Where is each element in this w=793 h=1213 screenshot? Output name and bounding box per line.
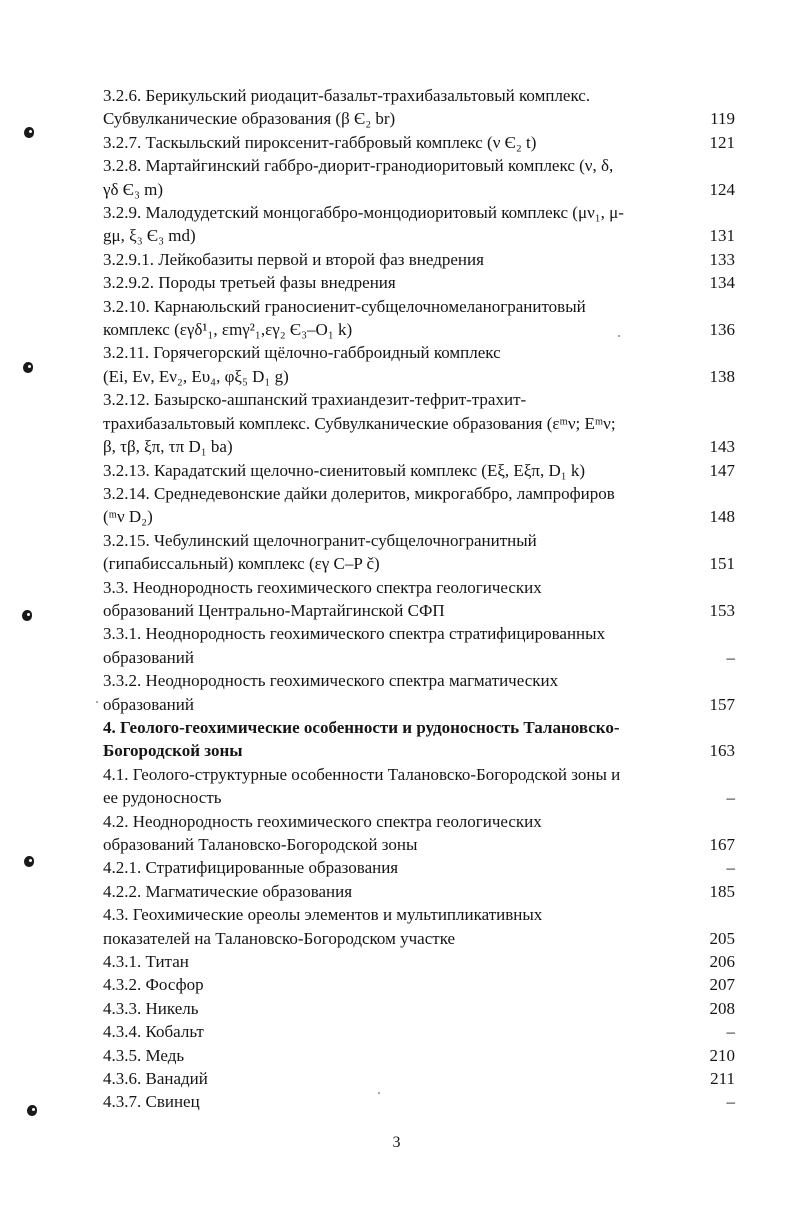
toc-entry	[103, 271, 735, 294]
toc-entry-page: –	[726, 788, 735, 808]
toc-entry-title	[103, 271, 693, 294]
toc-entry-line: ее рудоносность	[103, 788, 222, 808]
toc-entry	[103, 1067, 735, 1090]
toc-entry-title	[103, 459, 693, 482]
punch-hole-mark	[24, 856, 34, 867]
toc-entry-line: 3.2.10. Карнаюльский граносиенит-субщелочномеланогранитовый	[103, 296, 586, 316]
toc-entry	[103, 856, 735, 879]
toc-entry-title	[103, 1020, 693, 1043]
toc-entry-title	[103, 997, 693, 1020]
toc-entry-line: трахибазальтовый комплекс. Субвулканические образования (εᵐν; Eᵐν;	[103, 413, 616, 433]
toc-entry	[103, 903, 735, 950]
toc-entry-page: 136	[709, 320, 735, 340]
toc-entry-page: 151	[709, 554, 735, 574]
toc-entry-line: 3.2.15. Чебулинский щелочногранит-субщелочногранитный	[103, 530, 537, 550]
toc-entry-title	[103, 669, 693, 716]
toc-entry	[103, 880, 735, 903]
toc-entry-page: 206	[709, 952, 735, 972]
toc-entry-page: 211	[710, 1069, 735, 1089]
toc-entry-title	[103, 856, 693, 879]
toc-entry-line: 4.2. Неоднородность геохимического спектра геологических	[103, 811, 542, 831]
toc-entry	[103, 131, 735, 154]
toc-entry-line: (гипабиссальный) комплекс (εγ C–P č)	[103, 554, 380, 574]
toc-entry-line: 4.3.5. Медь	[103, 1045, 185, 1065]
toc-entry-page: 157	[709, 694, 735, 714]
toc-entry-line: образований Талановско-Богородской зоны	[103, 835, 418, 854]
toc-entry-page: 133	[709, 249, 735, 269]
toc-entry-page: 119	[710, 109, 735, 129]
toc-entry-page: 121	[709, 132, 735, 152]
toc-entry-page: 131	[709, 226, 735, 246]
toc-entry	[103, 1020, 735, 1043]
table-of-contents	[103, 84, 735, 1114]
toc-entry-line: 3.2.14. Среднедевонские дайки долеритов, микрогаббро, лампрофиров	[103, 483, 615, 503]
toc-entry-line: 4. Геолого-геохимические особенности и рудоносность Талановско-	[103, 717, 620, 737]
toc-entry	[103, 576, 735, 623]
toc-entry	[103, 482, 735, 529]
toc-entry	[103, 84, 735, 131]
toc-entry	[103, 1044, 735, 1067]
toc-entry-line: 3.2.6. Берикульский риодацит-базальт-трахибазальтовый комплекс.	[103, 86, 591, 105]
punch-hole-mark	[22, 610, 32, 621]
toc-entry	[103, 622, 735, 669]
toc-entry-line: 3.2.13. Карадатский щелочно-сиенитовый комплекс (Eξ, Eξπ, D₁ k)	[103, 460, 586, 480]
toc-entry-title	[103, 1067, 693, 1090]
toc-entry-title	[103, 482, 693, 529]
toc-entry-page: 185	[709, 881, 735, 901]
toc-entry	[103, 950, 735, 973]
toc-entry-title	[103, 880, 693, 903]
toc-entry-page: 205	[709, 928, 735, 948]
toc-entry	[103, 341, 735, 388]
toc-entry-page: 163	[709, 741, 735, 761]
toc-entry-title	[103, 248, 693, 271]
toc-entry-line: 3.2.11. Горячегорский щёлочно-габброидный комплекс	[103, 343, 501, 363]
toc-entry-line: Богородской зоны	[103, 741, 243, 761]
toc-entry-title	[103, 622, 693, 669]
toc-entry-title	[103, 763, 693, 810]
toc-entry-title	[103, 341, 693, 388]
toc-entry-line: β, τβ, ξπ, τπ D₁ ba)	[103, 437, 233, 457]
toc-entry	[103, 248, 735, 271]
toc-entry	[103, 529, 735, 576]
toc-entry	[103, 716, 735, 763]
toc-entry-page: 124	[709, 179, 735, 199]
toc-entry-line: Субвулканические образования (β Є₂ br)	[103, 109, 396, 129]
toc-entry-line: 3.2.9. Малодудетский монцогаббро-монцодиоритовый комплекс (μν₁, μ-	[103, 203, 624, 223]
toc-entry-page: 210	[709, 1045, 735, 1065]
toc-entry-line: 4.3.7. Свинец	[103, 1092, 200, 1112]
punch-hole-mark	[23, 362, 33, 373]
toc-entry-line: γδ Є₃ m)	[103, 179, 164, 199]
toc-entry	[103, 973, 735, 996]
toc-entry	[103, 295, 735, 342]
page-number: 3	[392, 1134, 401, 1151]
toc-entry-line: 3.2.8. Мартайгинский габбро-диорит-гранодиоритовый комплекс (ν, δ,	[103, 156, 614, 176]
toc-entry-title	[103, 131, 693, 154]
toc-entry-page: 167	[709, 835, 735, 854]
toc-entry-title	[103, 716, 693, 763]
toc-entry-line: (ᵐν D₂)	[103, 507, 153, 527]
toc-entry-line: 3.3. Неоднородность геохимического спектра геологических	[103, 577, 542, 597]
toc-entry-title	[103, 84, 693, 131]
toc-entry-page: 207	[709, 975, 735, 995]
toc-entry-line: 4.3.1. Титан	[103, 952, 189, 972]
toc-entry-line: 4.3.3. Никель	[103, 998, 199, 1018]
toc-entry-title	[103, 1090, 693, 1113]
toc-entry-line: показателей на Талановско-Богородском участке	[103, 928, 456, 948]
toc-entry-title	[103, 950, 693, 973]
toc-entry-line: (Ei, Eν, Eν₂, Eυ₄, φξ₅ D₁ g)	[103, 366, 289, 386]
toc-entry-title	[103, 810, 693, 857]
toc-entry	[103, 810, 735, 857]
toc-entry-line: 4.3. Геохимические ореолы элементов и мультипликативных	[103, 905, 543, 925]
scan-speck	[96, 701, 98, 703]
toc-entry-title	[103, 388, 693, 458]
toc-entry	[103, 763, 735, 810]
toc-entry-title	[103, 576, 693, 623]
toc-entry-page: 148	[709, 507, 735, 527]
toc-entry-line: 3.3.1. Неоднородность геохимического спектра стратифицированных	[103, 624, 606, 644]
toc-entry	[103, 1090, 735, 1113]
toc-entry-page: 208	[709, 998, 735, 1018]
toc-entry-page: 134	[709, 273, 735, 293]
toc-entry-line: 4.3.4. Кобальт	[103, 1022, 204, 1042]
toc-entry-title	[103, 1044, 693, 1067]
punch-hole-mark	[24, 127, 34, 138]
toc-entry-page: –	[726, 1092, 735, 1112]
toc-entry-line: 3.2.9.2. Породы третьей фазы внедрения	[103, 273, 396, 293]
toc-entry	[103, 459, 735, 482]
toc-entry-line: 4.3.2. Фосфор	[103, 975, 204, 995]
toc-entry-line: 3.2.12. Базырско-ашпанский трахиандезит-тефрит-трахит-	[103, 390, 527, 410]
toc-entry-page: 138	[709, 366, 735, 386]
toc-entry-page: –	[726, 858, 735, 878]
toc-entry-line: образований	[103, 647, 194, 667]
toc-entry-line: gμ, ξ₃ Є₃ md)	[103, 226, 196, 246]
toc-entry-line: 3.2.7. Таскыльский пироксенит-габбровый комплекс (ν Є₂ t)	[103, 132, 537, 152]
toc-entry-title	[103, 154, 693, 201]
toc-entry-title	[103, 973, 693, 996]
toc-entry-line: образований Центрально-Мартайгинской СФП	[103, 600, 445, 620]
toc-entry-line: 4.2.1. Стратифицированные образования	[103, 858, 399, 878]
toc-entry-title	[103, 201, 693, 248]
toc-entry-line: 3.2.9.1. Лейкобазиты первой и второй фаз внедрения	[103, 249, 484, 269]
punch-hole-mark	[27, 1105, 37, 1116]
toc-entry	[103, 997, 735, 1020]
toc-entry	[103, 201, 735, 248]
toc-entry-page: –	[726, 647, 735, 667]
toc-entry-title	[103, 903, 693, 950]
toc-entry-line: 3.3.2. Неоднородность геохимического спектра магматических	[103, 671, 559, 691]
toc-entry-line: образований	[103, 694, 194, 714]
toc-entry-page: 147	[709, 460, 735, 480]
toc-entry-title	[103, 529, 693, 576]
toc-entry-page: 143	[709, 437, 735, 457]
toc-entry	[103, 669, 735, 716]
toc-entry-line: 4.1. Геолого-структурные особенности Талановско-Богородской зоны и	[103, 764, 621, 784]
toc-entry	[103, 154, 735, 201]
toc-entry-page: 153	[709, 600, 735, 620]
toc-entry-line: комплекс (εγδ¹₁, εmγ²₁,εγ₂ Є₃–O₁ k)	[103, 320, 353, 340]
toc-entry	[103, 388, 735, 458]
toc-entry-line: 4.2.2. Магматические образования	[103, 881, 353, 901]
toc-entry-page: –	[726, 1022, 735, 1042]
toc-entry-title	[103, 295, 693, 342]
toc-entry-line: 4.3.6. Ванадий	[103, 1069, 208, 1089]
